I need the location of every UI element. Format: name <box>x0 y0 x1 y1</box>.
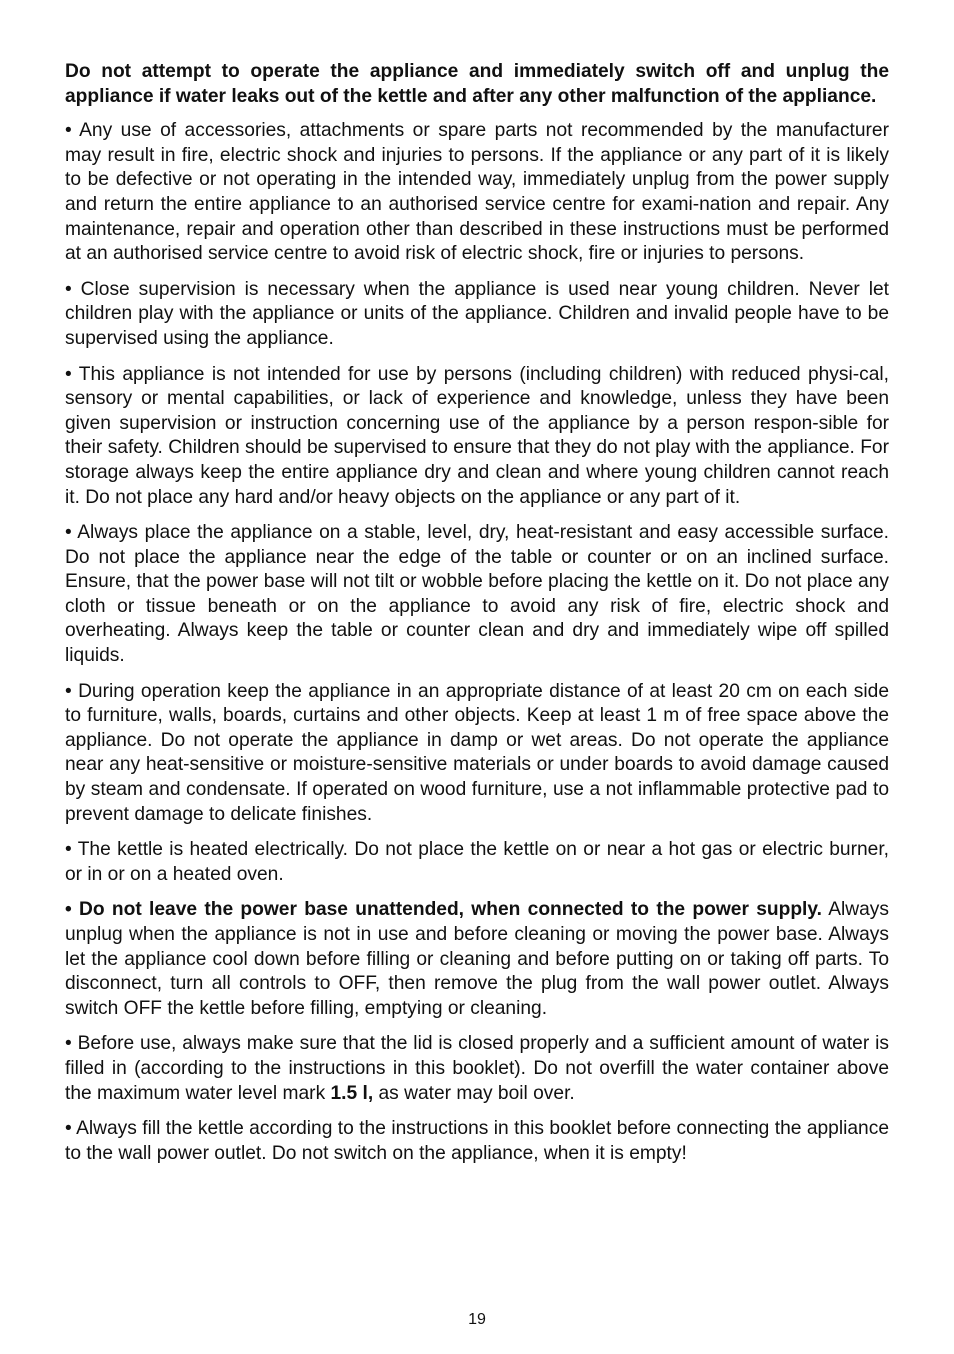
paragraph-before-use <box>65 1032 889 1106</box>
before-use-text-after: as water may boil over. <box>373 1082 575 1104</box>
before-use-text: • Before use, always make sure that the lid is closed properly and a sufficient amount of water is filled in (according to the instructions in this booklet). Do not overfill the water container above the maximum water level mark <box>65 1033 889 1104</box>
paragraph-accessories: • Any use of accessories, attachments or spare parts not recommended by the manufacturer may result in fire, electric shock and injuries to persons. If the appliance or any part of it is likely to be defective or not operating in the intended way, immediately unplug from the power supply and return the entire appliance to an authorised service centre for exami-nation and repair. Any maintenance, repair and operation other than described in these instructions must be performed at an authorised service centre to avoid risk of electric shock, fire or injuries to persons. <box>65 120 889 265</box>
paragraph-heating: • The kettle is heated electrically. Do not place the kettle on or near a hot gas or electric burner, or in or on a heated oven. <box>65 839 889 885</box>
paragraph-reduced-capabilities: • This appliance is not intended for use by persons (including children) with reduced physi-cal, sensory or mental capabilities, or lack of experience and knowledge, unless they have been given supervision or instruction concerning use of the appliance by a person respon-sible for their safety. Children should be supervised to ensure that they do not play with the appliance. For storage always keep the entire appliance dry and clean and where young children cannot reach it. Do not place any hard and/or heavy objects on the appliance or any part of it. <box>65 363 889 508</box>
paragraph-unattended <box>65 898 889 1021</box>
paragraph-placement: • Always place the appliance on a stable, level, dry, heat-resistant and easy accessible surface. Do not place the appliance near the edge of the table or counter or on an inclined surface. Ensure, that the power base will not tilt or wobble before placing the kettle on it. Do not place any cloth or tissue beneath or on the appliance to avoid any risk of fire, electric shock and overheating. Always keep the table or counter clean and dry and immediately wipe off spilled liquids. <box>65 522 889 667</box>
paragraph-distance: • During operation keep the appliance in an appropriate distance of at least 20 cm on each side to furniture, walls, boards, curtains and other objects. Keep at least 1 m of free space above the appliance. Do not operate the appliance in damp or wet areas. Do not operate the appliance near any heat-sensitive or moisture-sensitive materials or under boards to avoid damage caused by steam and condensate. If operated on wood furniture, use a not inflammable protective pad to prevent damage to delicate finishes. <box>65 680 889 825</box>
paragraph-supervision: • Close supervision is necessary when the appliance is used near young children. Never let children play with the appliance or units of the appliance. Children and invalid people have to be supervised using the appliance. <box>65 278 889 349</box>
paragraph-fill-kettle: • Always fill the kettle according to the instructions in this booklet before connecting the appliance to the wall power outlet. Do not switch on the appliance, when it is empty! <box>65 1118 889 1164</box>
unattended-bold-text: • Do not leave the power base unattended, when connected to the power supply. <box>65 899 822 921</box>
unattended-text: Always unplug when the appliance is not in use and before cleaning or moving the power base. Always let the appliance cool down before filling or cleaning and before putting on or taking off parts. To disconnect, turn all controls to OFF, then remove the plug from the wall power outlet. Always switch OFF the kettle before filling, emptying or cleaning. <box>65 899 889 1019</box>
document-body <box>65 60 889 1177</box>
max-level-mark: 1.5 l, <box>330 1082 374 1104</box>
warning-heading: Do not attempt to operate the appliance and immediately switch off and unplug the appliance if water leaks out of the kettle and after any other malfunction of the appliance. <box>65 61 889 107</box>
page-number: 19 <box>468 1311 486 1328</box>
